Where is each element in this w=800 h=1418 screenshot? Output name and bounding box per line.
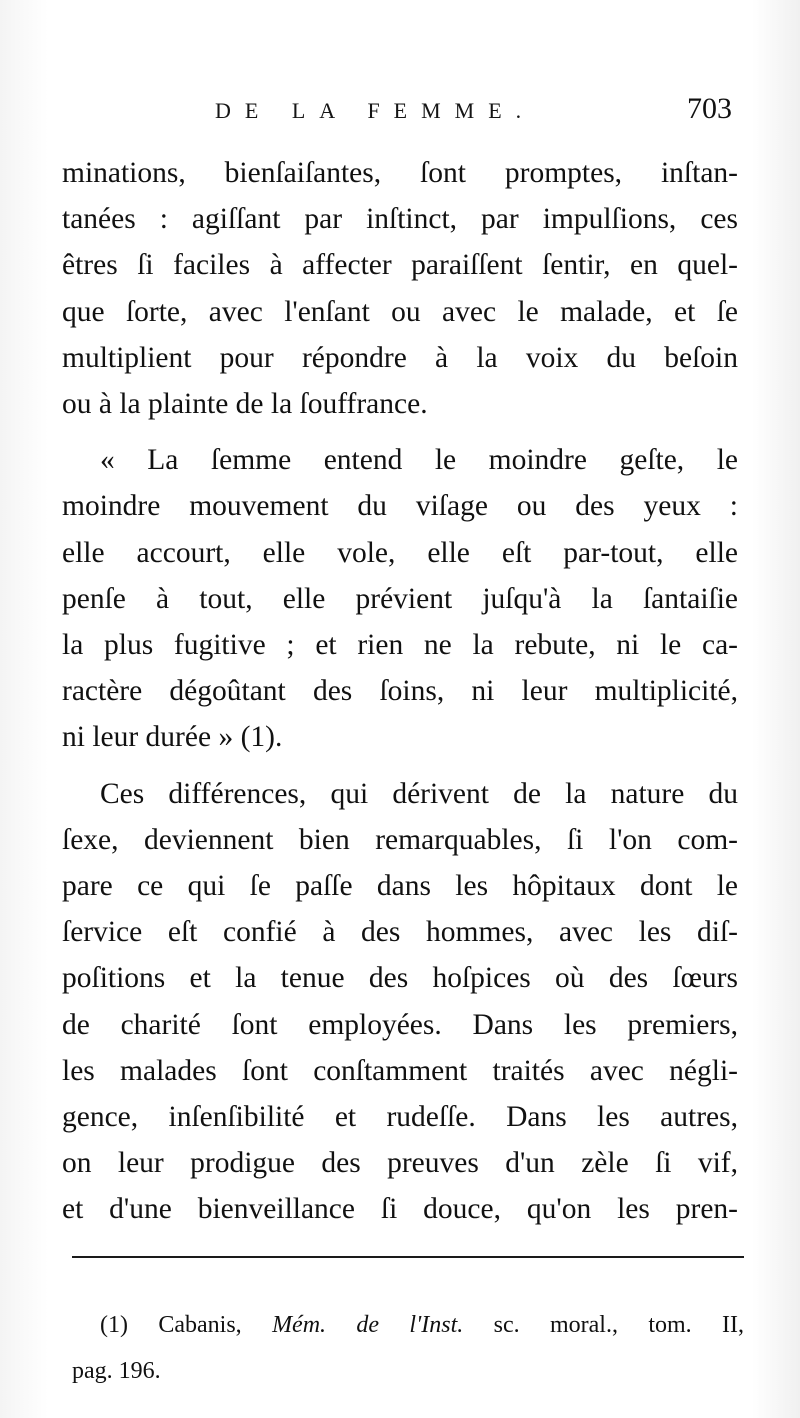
text-line: moindre mouvement du viſage ou des yeux : — [62, 490, 738, 523]
footnote-marker: (1) — [100, 1312, 128, 1338]
footnote-rule — [72, 1256, 744, 1258]
text-line: « La ſemme entend le moindre geſte, le — [100, 444, 738, 477]
text-line: poſitions et la tenue des hoſpices où des ſœurs — [62, 962, 738, 995]
text-line: Ces différences, qui dérivent de la nature du — [100, 777, 738, 810]
text-line: que ſorte, avec l'enſant ou avec le malade, et ſe — [62, 295, 738, 328]
text-line: pare ce qui ſe paſſe dans les hôpitaux dont le — [62, 870, 738, 903]
footnote-author: Cabanis, — [158, 1312, 242, 1338]
text-line: multiplient pour répondre à la voix du beſoin — [62, 341, 738, 374]
footnote-line-1 — [72, 1302, 744, 1348]
paragraph-3 — [62, 771, 738, 1233]
footnote — [72, 1302, 744, 1394]
footnote-work: Mém. de l'Inst. — [272, 1312, 464, 1338]
text-line: les malades ſont conſtamment traités avec négli- — [62, 1054, 738, 1087]
text-line: minations, bienſaiſantes, ſont promptes, inſtan- — [62, 157, 738, 189]
footnote-reference: sc. moral., tom. II, — [493, 1312, 745, 1338]
text-line: et d'une bienveillance ſi douce, qu'on les pren- — [62, 1193, 738, 1226]
text-line: tanées : agiſſant par inſtinct, par impulſions, ces — [62, 203, 738, 236]
text-line: ſexe, deviennent bien remarquables, ſi l'on com- — [62, 823, 738, 856]
paragraph-1 — [62, 150, 738, 427]
text-line: de charité ſont employées. Dans les premiers, — [62, 1008, 738, 1041]
paragraph-2 — [62, 437, 738, 760]
text-line: ſervice eſt confié à des hommes, avec les diſ- — [62, 916, 738, 949]
text-line: ractère dégoûtant des ſoins, ni leur multiplicité, — [62, 675, 738, 708]
text-line: on leur prodigue des preuves d'un zèle ſi vif, — [62, 1147, 738, 1180]
body-text — [62, 150, 738, 1233]
text-line: ou à la plainte de la ſouffrance. — [62, 388, 428, 421]
running-head: DE LA FEMME. — [215, 98, 536, 123]
page-number: 703 — [687, 92, 732, 125]
text-line: êtres ſi faciles à affecter paraiſſent ſentir, en quel- — [62, 249, 738, 282]
text-line: la plus fugitive ; et rien ne la rebute, ni le ca- — [62, 629, 738, 662]
text-line: elle accourt, elle vole, elle eſt par-tout, elle — [62, 536, 738, 569]
text-line: penſe à tout, elle prévient juſqu'à la ſantaiſie — [62, 582, 738, 615]
footnote-line-2: pag. 196. — [72, 1358, 161, 1384]
text-line: gence, inſenſibilité et rudeſſe. Dans les autres, — [62, 1101, 738, 1134]
text-line: ni leur durée » (1). — [62, 721, 283, 754]
